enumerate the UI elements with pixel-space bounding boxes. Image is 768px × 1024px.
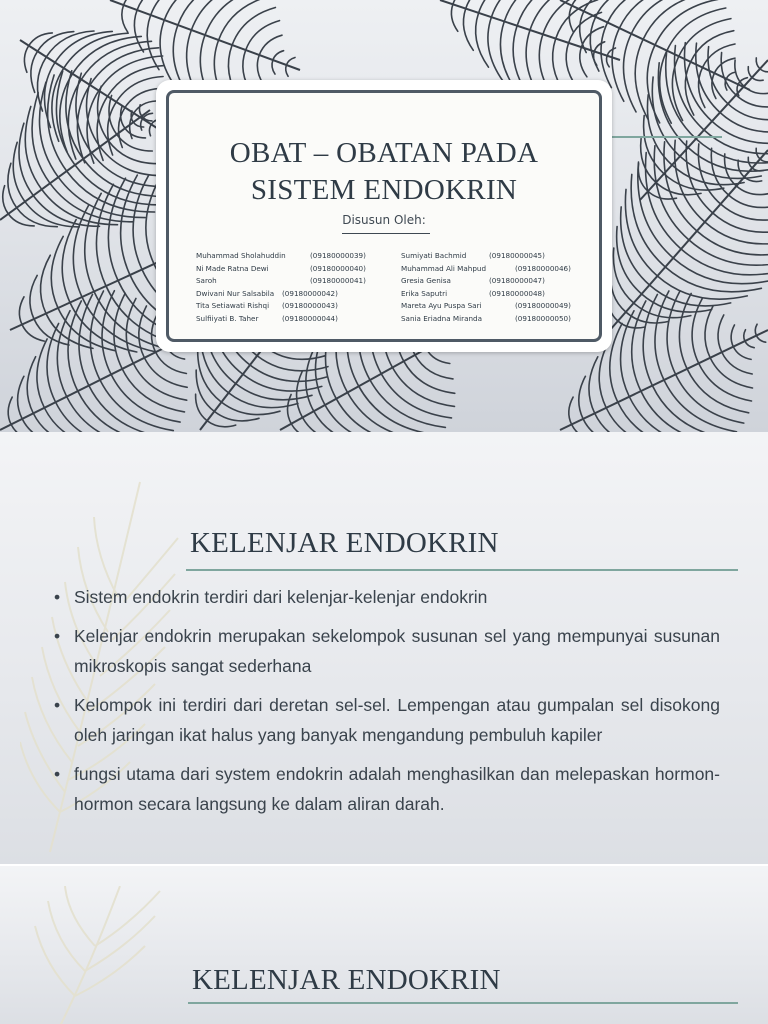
bullet-item: • Kelenjar endokrin merupakan sekelompok susunan sel yang mempunyai susunan mikroskopis sangat sederhana	[54, 621, 720, 681]
content-slide-kelenjar-1	[0, 432, 768, 864]
cover-title-line2: SISTEM ENDOKRIN	[250, 174, 518, 206]
author-row	[196, 263, 366, 276]
author-row	[401, 288, 571, 301]
author-row	[401, 263, 571, 276]
author-name: Gresia Genisa	[401, 276, 451, 285]
author-row	[196, 275, 366, 288]
author-name: Muhammad Sholahuddin	[196, 251, 286, 260]
author-row	[401, 313, 571, 326]
pale-feather-icon	[20, 886, 180, 1024]
author-name: Mareta Ayu Puspa Sari	[401, 301, 482, 310]
heading-underline	[188, 1002, 738, 1004]
cover-divider	[342, 233, 430, 234]
cover-accent-line	[612, 136, 722, 138]
author-row	[401, 275, 571, 288]
authors-right-column	[401, 250, 571, 325]
author-nim: (09180000040)	[310, 263, 366, 273]
author-nim: (09180000042)	[282, 288, 338, 298]
author-nim: (09180000044)	[282, 313, 338, 323]
author-name: Sania Eriadna Miranda	[401, 313, 482, 323]
content-slide-kelenjar-2	[0, 866, 768, 1024]
authors-left-column	[196, 250, 366, 325]
author-nim: (09180000043)	[282, 301, 338, 310]
author-nim: (09180000045)	[489, 251, 545, 260]
cover-subtitle: Disusun Oleh:	[342, 213, 426, 227]
title-card-frame	[166, 90, 602, 342]
author-name: Sulfiiyati B. Taher	[196, 313, 259, 323]
author-row	[196, 313, 366, 326]
author-row	[401, 300, 571, 313]
slide-heading: KELENJAR ENDOKRIN	[190, 527, 499, 559]
author-nim: (09180000039)	[310, 251, 366, 260]
slide-heading: KELENJAR ENDOKRIN	[192, 964, 501, 996]
author-nim: (09180000049)	[515, 301, 571, 310]
author-name: Sumiyati Bachmid	[401, 251, 467, 260]
author-row	[196, 288, 366, 301]
author-nim: (09180000046)	[515, 263, 571, 273]
author-name: Erika Saputri	[401, 288, 448, 298]
author-name: Ni Made Ratna Dewi	[196, 263, 269, 273]
author-nim: (09180000048)	[489, 288, 545, 298]
author-name: Tita Setiawati Rishqi	[196, 301, 270, 310]
author-row	[196, 300, 366, 313]
cover-title	[169, 135, 599, 209]
author-name: Muhammad Ali Mahpud	[401, 263, 487, 273]
feather-icon	[608, 140, 768, 330]
author-nim: (09180000050)	[515, 313, 571, 323]
heading-underline	[186, 569, 738, 571]
author-row	[401, 250, 571, 263]
author-nim: (09180000041)	[310, 276, 366, 285]
author-nim: (09180000047)	[489, 276, 545, 285]
title-card	[156, 80, 612, 352]
bullet-item: • fungsi utama dari system endokrin adalah menghasilkan dan melepaskan hormon-hormon secara langsung ke dalam aliran darah.	[54, 759, 720, 819]
bullet-item: • Sistem endokrin terdiri dari kelenjar-kelenjar endokrin	[54, 582, 720, 612]
cover-slide	[0, 0, 768, 432]
bullet-item: • Kelompok ini terdiri dari deretan sel-sel. Lempengan atau gumpalan sel disokong oleh jaringan ikat halus yang banyak mengandung pembuluh kapiler	[54, 690, 720, 750]
bullet-list	[54, 582, 720, 828]
cover-title-line1: OBAT – OBATAN PADA	[229, 137, 539, 169]
author-name: Dwivani Nur Salsabila	[196, 288, 275, 298]
author-row	[196, 250, 366, 263]
author-name: Saroh	[196, 276, 217, 285]
